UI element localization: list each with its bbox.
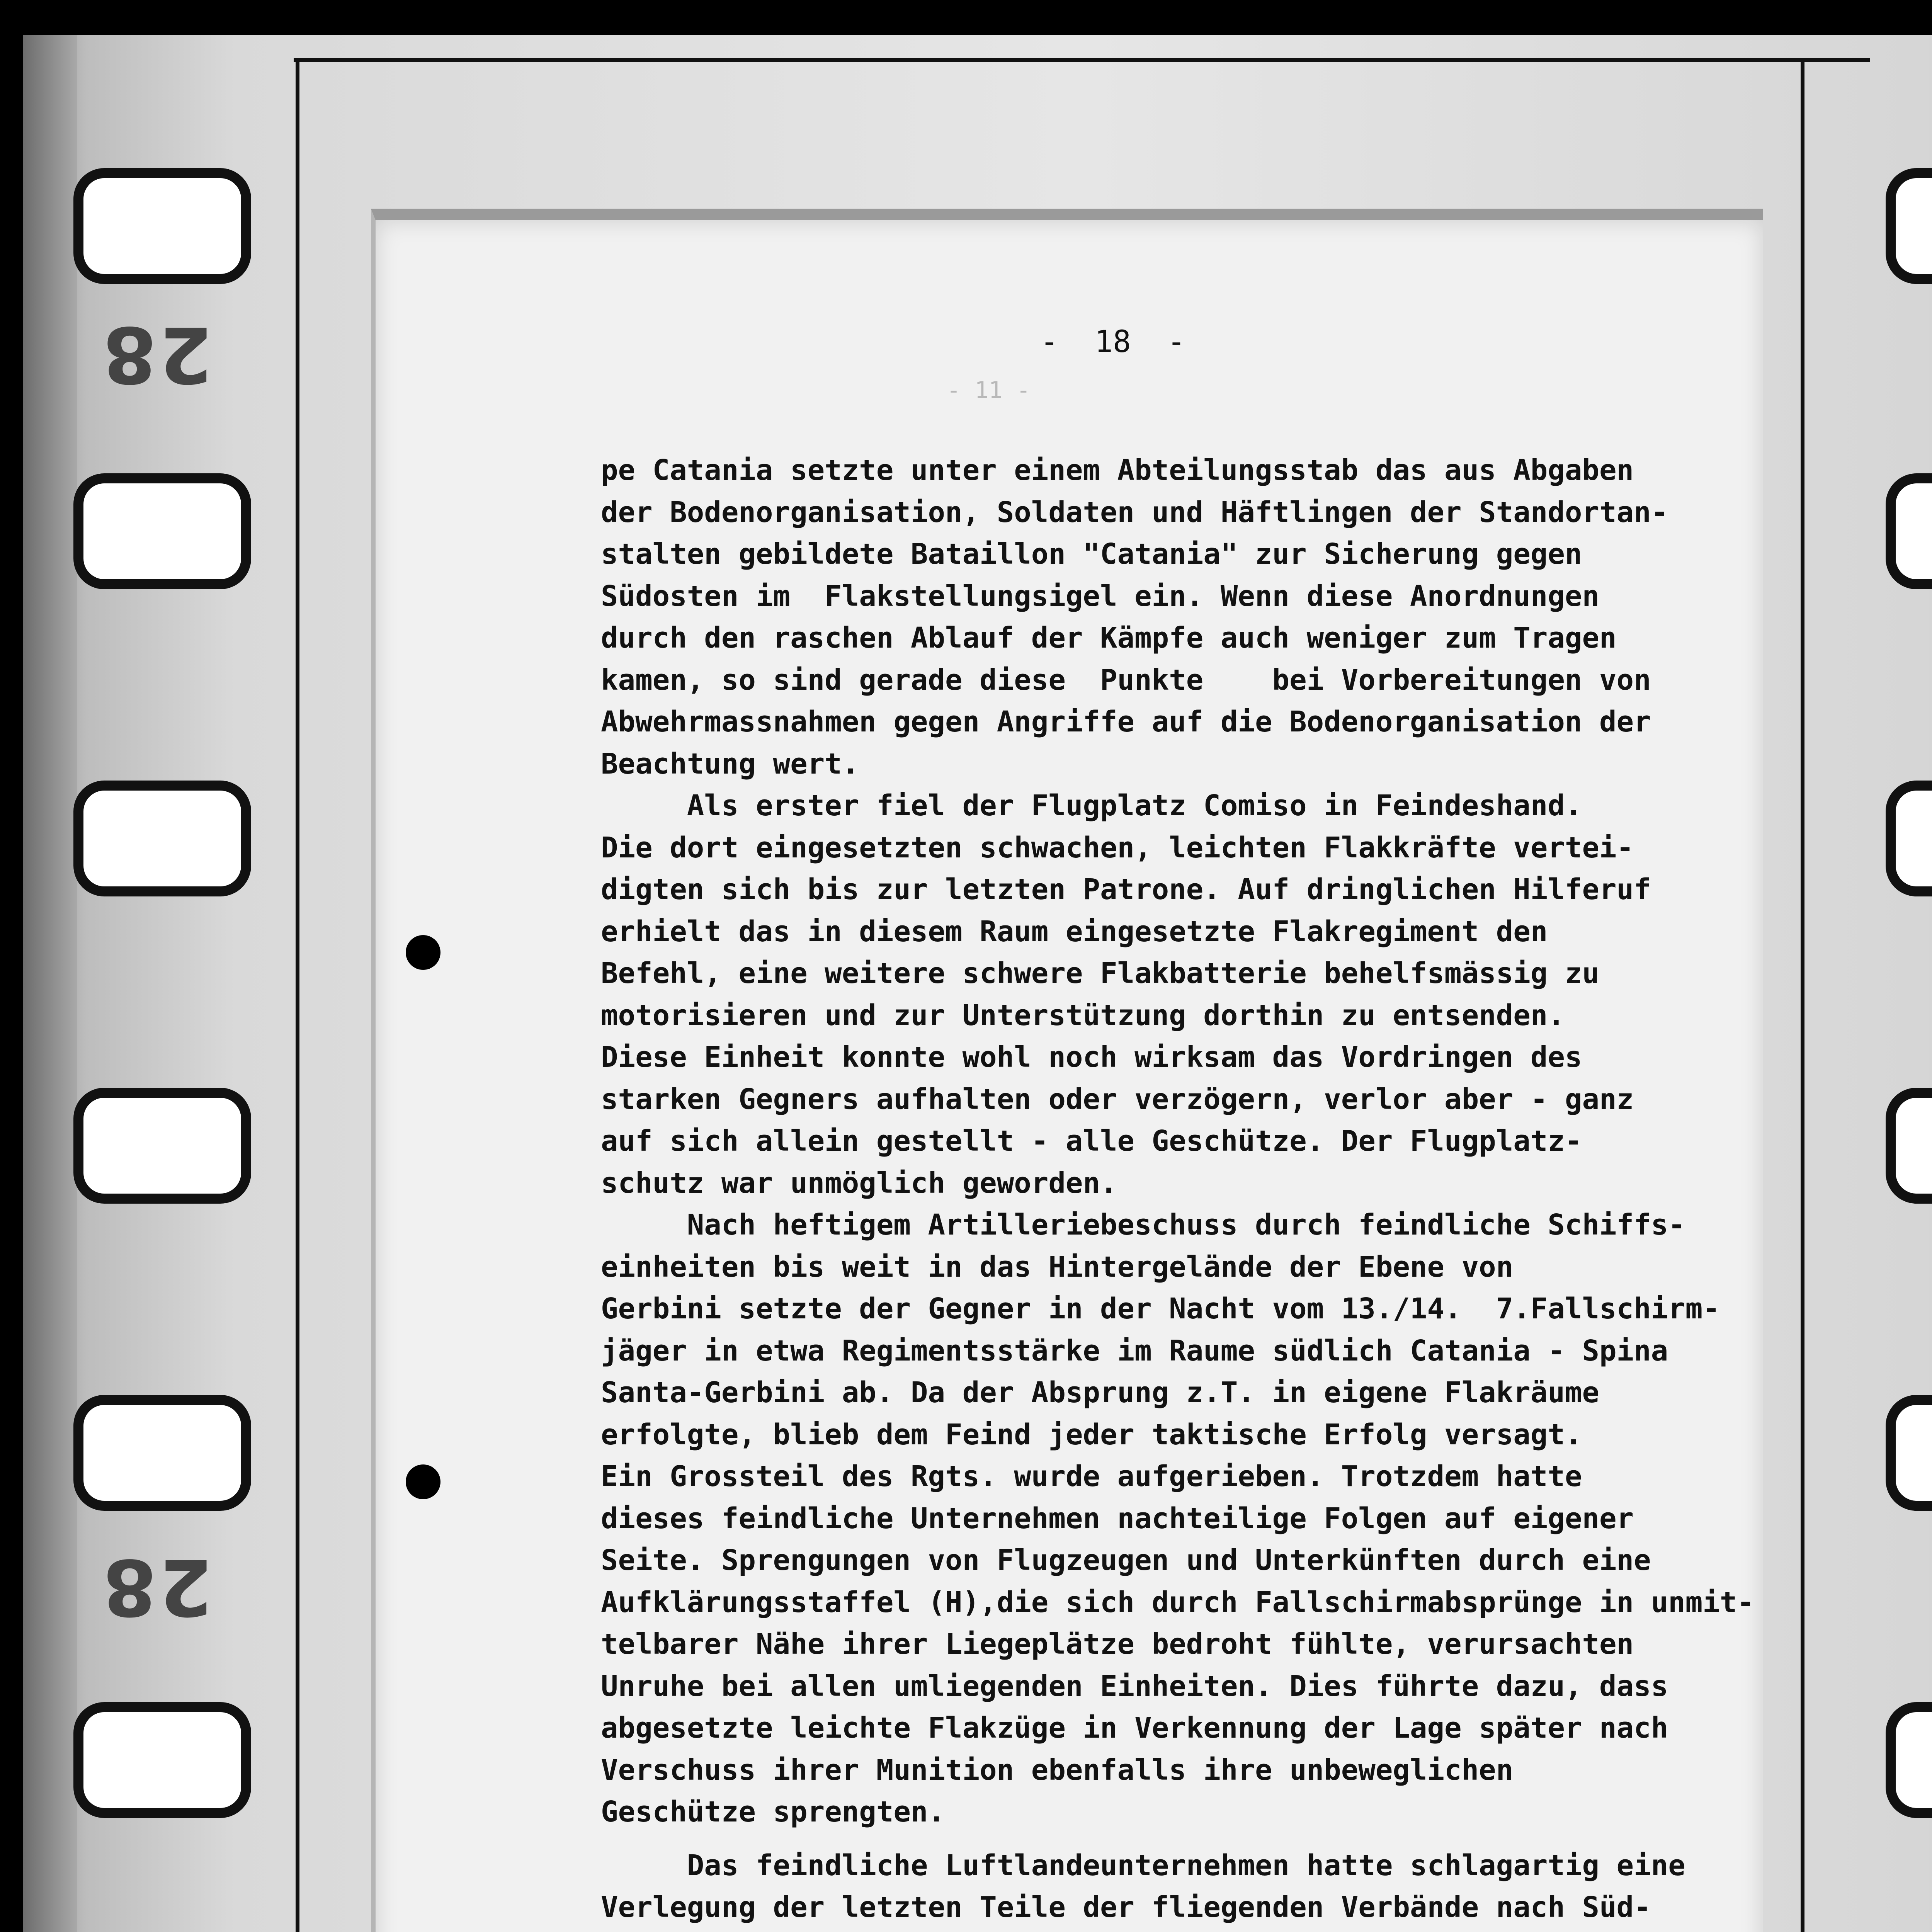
film-frame-label: 28 — [100, 1542, 213, 1632]
text-line: einheiten bis weit in das Hintergelände der Ebene von — [601, 1250, 1514, 1284]
sprocket-hole — [73, 168, 251, 284]
text-line: erhielt das in diesem Raum eingesetzte Flakregiment den — [601, 915, 1548, 948]
text-line: digten sich bis zur letzten Patrone. Auf dringlichen Hilferuf — [601, 873, 1651, 906]
text-line: auf sich allein gestellt - alle Geschütze. Der Flugplatz- — [601, 1124, 1582, 1158]
sprocket-hole — [73, 1702, 251, 1818]
text-line: starken Gegners aufhalten oder verzögern, verlor aber - ganz — [601, 1083, 1634, 1116]
sprocket-hole — [1886, 473, 1932, 589]
text-line: stalten gebildete Bataillon "Catania" zur Sicherung gegen — [601, 537, 1582, 571]
text-line: Als erster fiel der Flugplatz Comiso in Feindeshand. — [601, 789, 1582, 822]
text-line: abgesetzte leichte Flakzüge in Verkennung der Lage später nach — [601, 1711, 1668, 1745]
page-number: - 18 - — [1040, 325, 1185, 359]
punch-hole-mark — [406, 935, 440, 970]
frame-line-left — [296, 58, 299, 1932]
text-line: erfolgte, blieb dem Feind jeder taktische Erfolg versagt. — [601, 1418, 1582, 1451]
text-line: jäger in etwa Regimentsstärke im Raume südlich Catania - Spina — [601, 1334, 1668, 1367]
text-line: schutz war unmöglich geworden. — [601, 1167, 1117, 1200]
text-line: Ein Grossteil des Rgts. wurde aufgerieben. Trotzdem hatte — [601, 1460, 1582, 1493]
text-line: Verlegung der letzten Teile der fliegenden Verbände nach Süd- — [601, 1891, 1651, 1924]
text-line: Santa-Gerbini ab. Da der Absprung z.T. in eigene Flakräume — [601, 1376, 1600, 1409]
text-line: pe Catania setzte unter einem Abteilungsstab das aus Abgaben — [601, 454, 1634, 487]
bleed-through-page-number: - 11 - — [947, 377, 1031, 404]
frame-line-top — [294, 58, 1870, 62]
text-line: der Bodenorganisation, Soldaten und Häftlingen der Standortan- — [601, 496, 1668, 529]
text-line: Gerbini setzte der Gegner in der Nacht vom 13./14. 7.Fallschirm- — [601, 1292, 1720, 1325]
text-line: Die dort eingesetzten schwachen, leichten Flakkräfte vertei- — [601, 831, 1634, 864]
sprocket-hole — [73, 1395, 251, 1511]
frame-line-right — [1801, 62, 1804, 1932]
film-edge-left — [23, 35, 77, 1932]
sprocket-hole — [1886, 168, 1932, 284]
sprocket-hole — [73, 781, 251, 896]
text-line: Verschuss ihrer Munition ebenfalls ihre unbeweglichen — [601, 1753, 1514, 1787]
sprocket-hole — [73, 1088, 251, 1204]
sprocket-hole — [1886, 1395, 1932, 1511]
text-line: Aufklärungsstaffel (H),die sich durch Fallschirmabsprünge in unmit- — [601, 1586, 1754, 1619]
text-line: Diese Einheit konnte wohl noch wirksam das Vordringen des — [601, 1041, 1582, 1074]
text-line: motorisieren und zur Unterstützung dorthin zu entsenden. — [601, 999, 1565, 1032]
text-line: Beachtung wert. — [601, 747, 859, 781]
text-line: Nach heftigem Artilleriebeschuss durch feindliche Schiffs- — [601, 1208, 1685, 1242]
sprocket-hole — [1886, 1088, 1932, 1204]
text-line: dieses feindliche Unternehmen nachteilige Folgen auf eigener — [601, 1502, 1634, 1535]
text-line: Das feindliche Luftlandeunternehmen hatte schlagartig eine — [601, 1849, 1685, 1882]
text-line: Abwehrmassnahmen gegen Angriffe auf die Bodenorganisation der — [601, 705, 1651, 738]
text-line: kamen, so sind gerade diese Punkte bei Vorbereitungen von — [601, 663, 1651, 697]
text-line: Seite. Sprengungen von Flugzeugen und Unterkünften durch eine — [601, 1544, 1651, 1577]
sprocket-hole — [73, 473, 251, 589]
sprocket-hole — [1886, 781, 1932, 896]
text-line: durch den raschen Ablauf der Kämpfe auch weniger zum Tragen — [601, 621, 1617, 655]
text-line: Befehl, eine weitere schwere Flakbatterie behelfsmässig zu — [601, 957, 1600, 990]
text-line: Unruhe bei allen umliegenden Einheiten. Dies führte dazu, dass — [601, 1670, 1668, 1703]
text-line: Südosten im Flakstellungsigel ein. Wenn diese Anordnungen — [601, 580, 1600, 613]
film-frame-label: 28 — [100, 309, 213, 399]
sprocket-hole — [1886, 1702, 1932, 1818]
text-line: Geschütze sprengten. — [601, 1795, 946, 1828]
punch-hole-mark — [406, 1464, 440, 1499]
text-line: telbarer Nähe ihrer Liegeplätze bedroht fühlte, verursachten — [601, 1628, 1634, 1661]
